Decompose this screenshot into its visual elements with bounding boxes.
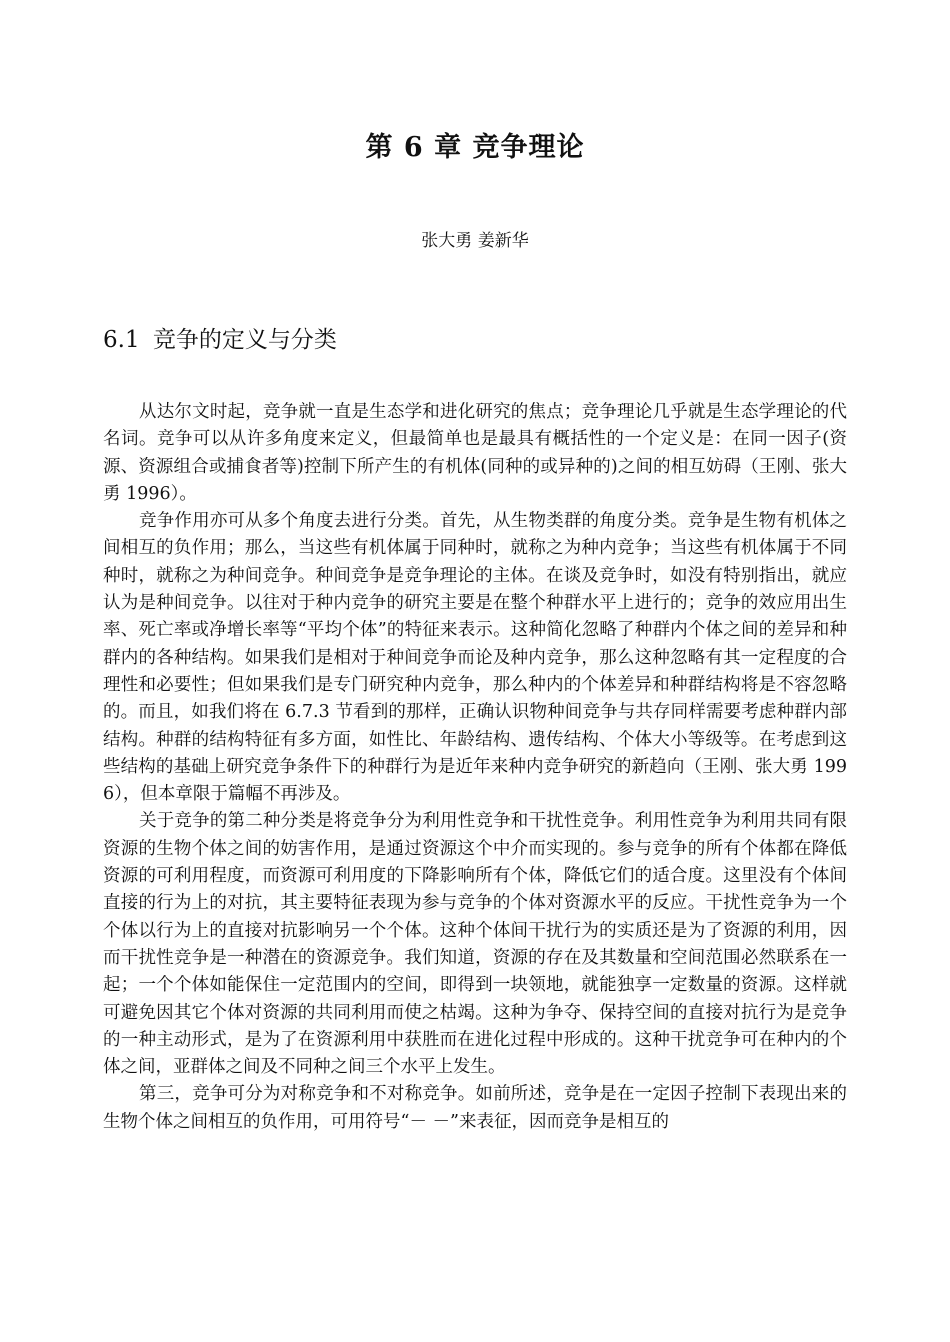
section-heading	[103, 324, 337, 356]
paragraph: 从达尔文时起，竞争就一直是生态学和进化研究的焦点；竞争理论几乎就是生态学理论的代名词。竞争可以从许多角度来定义，但最简单也是最具有概括性的一个定义是：在同一因子(资源、资源组合或捕食者等)控制下所产生的有机体(同种的或异种的)之间的相互妨碍（王刚、张大勇 1996）。	[103, 402, 847, 504]
paragraph: 第三，竞争可分为对称竞争和不对称竞争。如前所述，竞争是在一定因子控制下表现出来的生物个体之间相互的负作用，可用符号“－ －”来表征，因而竞争是相互的	[103, 1084, 847, 1132]
paragraph: 竞争作用亦可从多个角度去进行分类。首先，从生物类群的角度分类。竞争是生物有机体之间相互的负作用；那么，当这些有机体属于同种时，就称之为种内竞争；当这些有机体属于不同种时，就称之为种间竞争。种间竞争是竞争理论的主体。在谈及竞争时，如没有特别指出，就应认为是种间竞争。以往对于种内竞争的研究主要是在整个种群水平上进行的；竞争的效应用出生率、死亡率或净增长率等“平均个体”的特征来表示。这种简化忽略了种群内个体之间的差异和种群内的各种结构。如果我们是相对于种间竞争而论及种内竞争，那么这种忽略有其一定程度的合理性和必要性；但如果我们是专门研究种内竞争，那么种内的个体差异和种群结构将是不容忽略的。而且，如我们将在 6.7.3 节看到的那样，正确认识物种间竞争与共存同样需要考虑种群内部结构。种群的结构特征有多方面，如性比、年龄结构、遗传结构、个体大小等级等。在考虑到这些结构的基础上研究竞争条件下的种群行为是近年来种内竞争研究的新趋向（王刚、张大勇 1996），但本章限于篇幅不再涉及。	[103, 511, 847, 805]
paragraph: 关于竞争的第二种分类是将竞争分为利用性竞争和干扰性竞争。利用性竞争为利用共同有限资源的生物个体之间的妨害作用，是通过资源这个中介而实现的。参与竞争的所有个体都在降低资源的可利用程度，而资源可利用度的下降影响所有个体，降低它们的适合度。这里没有个体间直接的行为上的对抗，其主要特征表现为参与竞争的个体对资源水平的反应。干扰性竞争为一个个体以行为上的直接对抗影响另一个个体。这种个体间干扰行为的实质还是为了资源的利用，因而干扰性竞争是一种潜在的资源竞争。我们知道，资源的存在及其数量和空间范围必然联系在一起；一个个体如能保住一定范围内的空间，即得到一块领地，就能独享一定数量的资源。这样就可避免因其它个体对资源的共同利用而使之枯竭。这种为争夺、保持空间的直接对抗行为是竞争的一种主动形式，是为了在资源利用中获胜而在进化过程中形成的。这种干扰竞争可在种内的个体之间，亚群体之间及不同种之间三个水平上发生。	[103, 811, 847, 1078]
section-number: 6.1	[103, 327, 140, 353]
chapter-title: 第 6 章 竞争理论	[365, 132, 585, 163]
body-text	[103, 399, 847, 1136]
section-title: 竞争的定义与分类	[152, 327, 337, 353]
chapter-authors: 张大勇 姜新华	[421, 231, 529, 251]
